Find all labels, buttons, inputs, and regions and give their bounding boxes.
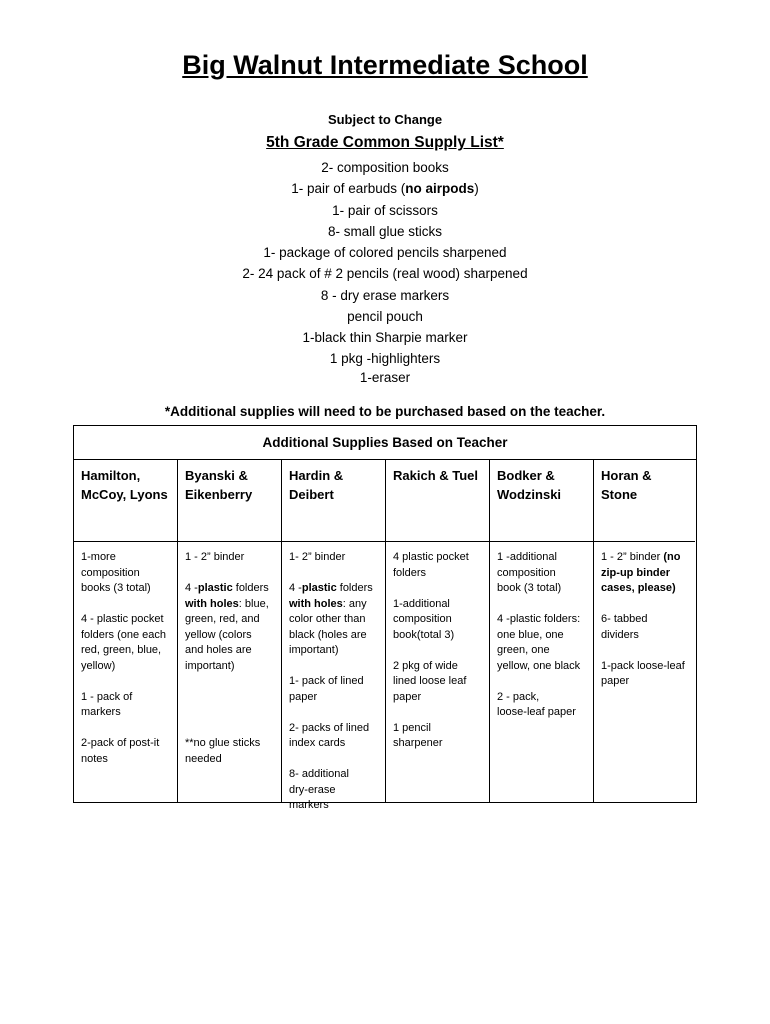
supply-item: 2- 24 pack of # 2 pencils (real wood) sharpened — [242, 266, 528, 282]
teacher-names: Rakich & Tuel — [393, 468, 479, 483]
supply-item: 8 - dry erase markers — [320, 287, 450, 303]
additional-supplies-table — [73, 425, 697, 811]
column-items — [601, 550, 691, 690]
list-item: 2- packs of lined index cards — [289, 721, 370, 749]
list-item: 2-pack of post-it notes — [81, 737, 160, 765]
list-item: 2 pkg of wide lined loose leaf paper — [393, 659, 467, 703]
teacher-column — [178, 459, 282, 802]
list-item: 1-additional composition book(total 3) — [393, 597, 455, 641]
column-items — [393, 550, 485, 752]
teacher-names: Horan & Stone — [601, 468, 652, 502]
page-title: Big Walnut Intermediate School — [182, 50, 588, 80]
list-item: 1 -additional composition book (3 total) — [497, 551, 562, 594]
list-item: 8- additional dry-erase markers — [289, 768, 349, 811]
supply-item: 1 pkg -highlighters — [329, 350, 441, 366]
teacher-column — [386, 459, 490, 802]
list-item: 4 plastic pocket folders — [393, 551, 469, 579]
list-item: 2 - pack, loose-leaf paper — [497, 690, 576, 718]
list-item: 4 -plastic folders with holes: blue, green, red, and yellow (colors and holes are important) — [185, 582, 269, 672]
list-item: 1-pack loose-leaf paper — [601, 659, 685, 687]
list-item: 1 - 2” binder (no zip-up binder cases, please) — [601, 551, 681, 594]
supply-item: 1- pair of scissors — [332, 202, 438, 218]
supply-item: 8- small glue sticks — [327, 223, 443, 239]
list-item: 4 -plastic folders: one blue, one green, one yellow, one black — [497, 613, 581, 672]
table-heading: Additional Supplies Based on Teacher — [74, 426, 696, 460]
teacher-names: Bodker & Wodzinski — [497, 468, 562, 502]
list-item: 1- 2” binder — [289, 551, 346, 563]
list-item: 4 - plastic pocket folders (one each red, green, blue, yellow) — [81, 613, 166, 672]
list-item: 4 -plastic folders with holes: any color other than black (holes are important) — [289, 582, 373, 656]
list-item: 1-more composition books (3 total) — [81, 551, 151, 594]
common-supply-list — [0, 157, 770, 387]
supply-item: 1-eraser — [359, 369, 411, 385]
list-title: 5th Grade Common Supply List* — [266, 134, 504, 151]
list-item: 1 - 2” binder — [185, 551, 245, 563]
teacher-column — [74, 459, 178, 802]
supply-item: pencil pouch — [347, 309, 423, 325]
teacher-names: Byanski & Eikenberry — [185, 468, 253, 502]
list-item: 1- pack of lined paper — [289, 675, 364, 703]
supply-item: 1- pair of earbuds (no airpods) — [291, 181, 479, 197]
supply-item: 1-black thin Sharpie marker — [302, 330, 468, 346]
teacher-column — [490, 459, 594, 802]
supply-item: 2- composition books — [321, 160, 449, 175]
teacher-names: Hardin & Deibert — [289, 468, 344, 502]
column-items — [289, 550, 381, 814]
list-item: 1 pencil sharpener — [393, 721, 443, 749]
column-items — [497, 550, 589, 721]
column-items — [185, 550, 277, 767]
list-item: 6- tabbed dividers — [601, 613, 648, 641]
column-items — [81, 550, 173, 767]
teacher-column — [594, 459, 695, 802]
additional-supplies-note: *Additional supplies will need to be purchased based on the teacher. — [164, 404, 606, 419]
teacher-names: Hamilton, McCoy, Lyons — [81, 468, 168, 502]
list-item: **no glue sticks needed — [185, 737, 261, 765]
subtitle: Subject to Change — [327, 112, 443, 127]
list-item: 1 - pack of markers — [81, 690, 133, 718]
teacher-column — [282, 459, 386, 811]
supply-item: 1- package of colored pencils sharpened — [263, 245, 507, 261]
